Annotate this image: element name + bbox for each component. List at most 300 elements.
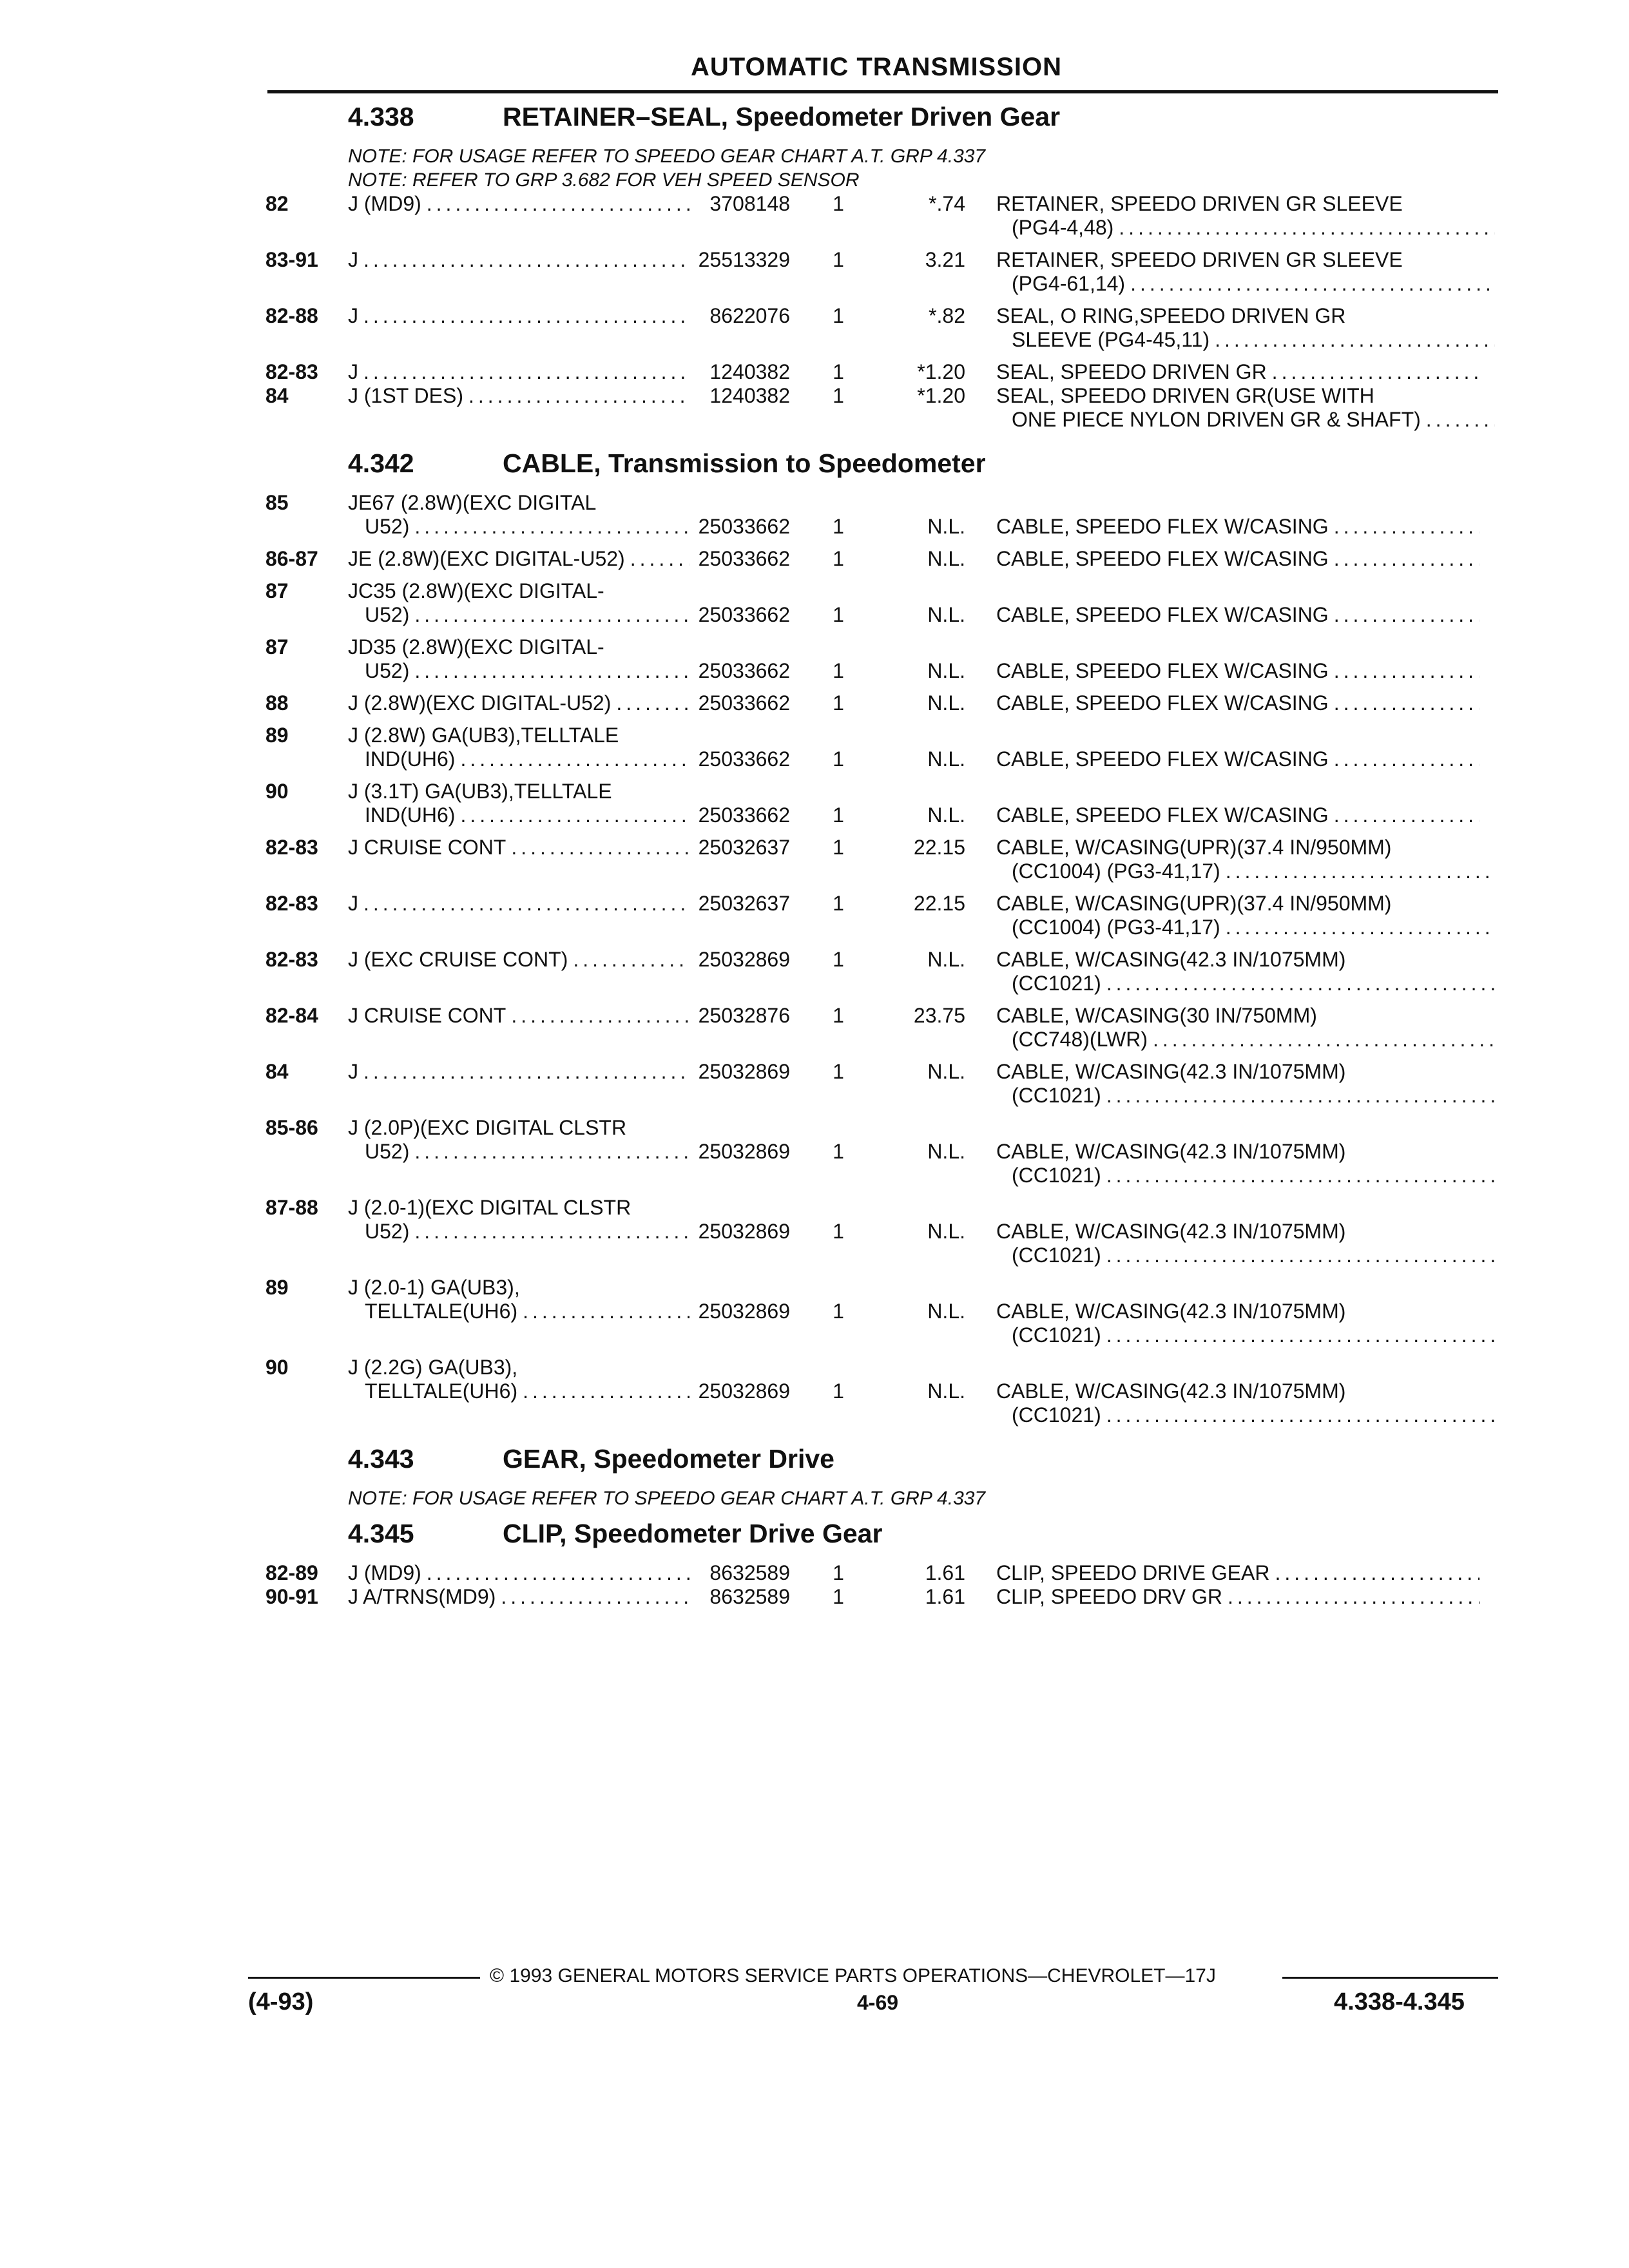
- part-number: [689, 1164, 790, 1187]
- model-year: 82-83: [265, 948, 318, 971]
- model-year: [265, 1403, 348, 1427]
- entry-line: [265, 360, 1503, 384]
- parts-entry: [265, 384, 1503, 432]
- entry-gap: [265, 571, 1503, 579]
- quantity: [790, 328, 862, 352]
- price: [862, 1276, 965, 1300]
- entry-gap: [265, 1347, 1503, 1356]
- application-cell: [348, 272, 689, 296]
- quantity: 1: [833, 1585, 844, 1608]
- part-number: 25032869: [698, 1379, 790, 1403]
- leader-dots: [1269, 1561, 1480, 1585]
- application-cell: [348, 1164, 689, 1187]
- price: [862, 1323, 965, 1347]
- description-cell: [965, 1004, 1480, 1028]
- price: 1.61: [925, 1561, 965, 1584]
- application-cell: [348, 1140, 689, 1164]
- entry-gap: [265, 771, 1503, 780]
- application-cell: [348, 1028, 689, 1052]
- quantity: [790, 1244, 862, 1267]
- description-cell: [965, 579, 1480, 603]
- application-text: J (2.0P)(EXC DIGITAL CLSTR: [348, 1116, 627, 1139]
- price: N.L.: [927, 515, 965, 538]
- entry-line: [265, 304, 1503, 328]
- description-cell: [965, 192, 1480, 216]
- parts-entry: [265, 1585, 1503, 1609]
- description-text: CABLE, SPEEDO FLEX W/CASING: [996, 515, 1329, 538]
- quantity: [790, 1356, 862, 1379]
- quantity: [790, 724, 862, 747]
- application-text: U52): [365, 1220, 410, 1243]
- entry-line: [265, 659, 1503, 683]
- model-year: [265, 1164, 348, 1187]
- section-title: CABLE, Transmission to Speedometer: [503, 448, 986, 478]
- application-cell: [348, 948, 689, 972]
- price: [862, 1116, 965, 1140]
- part-number: 25033662: [698, 603, 790, 626]
- application-text: U52): [365, 515, 410, 538]
- entry-line: [265, 780, 1503, 803]
- leader-dots: [409, 515, 689, 539]
- leader-dots: [1101, 1164, 1495, 1187]
- entry-line: [265, 635, 1503, 659]
- application-cell: [348, 328, 689, 352]
- footer-rule-left: [248, 1977, 480, 1979]
- section-title: GEAR, Speedometer Drive: [503, 1444, 834, 1474]
- application-text: J: [348, 304, 358, 327]
- quantity: [790, 1276, 862, 1300]
- entry-line: [265, 1244, 1503, 1267]
- part-number: 25032869: [698, 1220, 790, 1243]
- entry-line: [265, 1220, 1503, 1244]
- description-cell: [965, 272, 1495, 296]
- entry-line: [265, 724, 1503, 747]
- part-number: [689, 1116, 790, 1140]
- description-text: CABLE, SPEEDO FLEX W/CASING: [996, 803, 1329, 827]
- parts-entry: [265, 1561, 1503, 1585]
- description-text: CABLE, SPEEDO FLEX W/CASING: [996, 547, 1329, 570]
- part-number: [689, 1028, 790, 1052]
- quantity: [790, 491, 862, 515]
- model-year: 82-84: [265, 1004, 318, 1027]
- model-year: 83-91: [265, 248, 318, 271]
- entry-line: [265, 1300, 1503, 1323]
- part-number: 25033662: [698, 659, 790, 682]
- part-number: 25032869: [698, 948, 790, 971]
- entry-line: [265, 803, 1503, 827]
- model-year: 89: [265, 724, 289, 747]
- price: [862, 1028, 965, 1052]
- section-note: NOTE: FOR USAGE REFER TO SPEEDO GEAR CHART A.T. GRP 4.337: [348, 1488, 986, 1509]
- leader-dots: [1329, 659, 1480, 683]
- quantity: [790, 1403, 862, 1427]
- part-number: 25033662: [698, 691, 790, 715]
- model-year: 87: [265, 579, 289, 602]
- price: N.L.: [927, 1060, 965, 1083]
- application-cell: [348, 803, 689, 827]
- parts-entry: [265, 948, 1503, 995]
- model-year: 82-83: [265, 892, 318, 915]
- application-text: U52): [365, 659, 410, 682]
- part-number: 25033662: [698, 747, 790, 771]
- model-year: 88: [265, 691, 289, 715]
- price: 23.75: [913, 1004, 965, 1027]
- model-year: 82-83: [265, 360, 318, 383]
- model-year: [265, 860, 348, 883]
- part-number: 25033662: [698, 547, 790, 570]
- leader-dots: [1148, 1028, 1495, 1052]
- section-gap: [265, 1436, 1503, 1444]
- parts-entry: [265, 1004, 1503, 1052]
- entry-gap: [265, 1052, 1503, 1060]
- price: [862, 408, 965, 432]
- application-cell: [348, 1116, 689, 1140]
- part-number: [689, 1084, 790, 1108]
- quantity: 1: [833, 1379, 844, 1403]
- application-cell: [348, 547, 689, 571]
- application-text: J A/TRNS(MD9): [348, 1585, 496, 1608]
- description-text: RETAINER, SPEEDO DRIVEN GR SLEEVE: [996, 248, 1403, 271]
- quantity: 1: [833, 1140, 844, 1163]
- model-year: 82-89: [265, 1561, 318, 1584]
- application-cell: [348, 836, 689, 860]
- price: [862, 972, 965, 995]
- price: 1.61: [925, 1585, 965, 1608]
- leader-dots: [1267, 360, 1480, 384]
- quantity: 1: [833, 192, 844, 215]
- leader-dots: [1101, 972, 1495, 995]
- part-number: [689, 635, 790, 659]
- description-cell: [965, 1084, 1495, 1108]
- price: 22.15: [913, 892, 965, 915]
- description-text: CABLE, W/CASING(42.3 IN/1075MM): [996, 948, 1346, 971]
- entry-gap: [265, 432, 1503, 440]
- quantity: 1: [833, 1060, 844, 1083]
- leader-dots: [421, 1561, 689, 1585]
- description-cell: [965, 491, 1480, 515]
- footer-page-number: 4-69: [857, 1991, 899, 2014]
- part-number: [689, 1276, 790, 1300]
- application-cell: [348, 1561, 689, 1585]
- quantity: 1: [833, 547, 844, 570]
- model-year: [265, 1220, 348, 1244]
- description-cell: [965, 1116, 1480, 1140]
- application-cell: [348, 1379, 689, 1403]
- parts-entry: [265, 579, 1503, 627]
- description-text: CABLE, W/CASING(UPR)(37.4 IN/950MM): [996, 836, 1392, 859]
- application-cell: [348, 635, 689, 659]
- leader-dots: [1329, 603, 1480, 627]
- application-text: J (EXC CRUISE CONT): [348, 948, 568, 971]
- leader-dots: [358, 248, 689, 272]
- application-cell: [348, 1196, 689, 1220]
- model-year: 90: [265, 780, 289, 803]
- leader-dots: [1220, 860, 1495, 883]
- description-cell: [965, 747, 1480, 771]
- entry-line: [265, 1164, 1503, 1187]
- part-number: [689, 408, 790, 432]
- entry-line: [265, 1403, 1503, 1427]
- description-cell: [965, 515, 1480, 539]
- entry-line: [265, 1004, 1503, 1028]
- entry-line: [265, 579, 1503, 603]
- description-cell: [965, 1356, 1480, 1379]
- application-cell: [348, 491, 689, 515]
- quantity: 1: [833, 360, 844, 383]
- part-number: 1240382: [709, 384, 790, 407]
- description-text: CLIP, SPEEDO DRV GR: [996, 1585, 1222, 1608]
- description-text: (CC1004) (PG3-41,17): [1012, 916, 1220, 939]
- entry-line: [265, 216, 1503, 240]
- price: [862, 216, 965, 240]
- leader-dots: [1101, 1403, 1495, 1427]
- entry-gap: [265, 827, 1503, 836]
- description-text: (CC748)(LWR): [1012, 1028, 1148, 1051]
- application-cell: [348, 659, 689, 683]
- part-number: [689, 272, 790, 296]
- part-number: [689, 579, 790, 603]
- application-cell: [348, 248, 689, 272]
- leader-dots: [358, 1060, 689, 1084]
- application-cell: [348, 1060, 689, 1084]
- model-year: 90: [265, 1356, 289, 1379]
- application-cell: [348, 1084, 689, 1108]
- part-number: [689, 916, 790, 939]
- entry-line: [265, 1196, 1503, 1220]
- model-year: [265, 1028, 348, 1052]
- application-text: J: [348, 248, 358, 271]
- section-number: 4.343: [348, 1444, 414, 1474]
- parts-entry: [265, 1116, 1503, 1187]
- parts-entry: [265, 1196, 1503, 1267]
- entry-gap: [265, 1427, 1503, 1436]
- quantity: 1: [833, 892, 844, 915]
- price: [862, 1196, 965, 1220]
- entry-line: [265, 1084, 1503, 1108]
- entry-line: [265, 272, 1503, 296]
- part-number: [689, 1323, 790, 1347]
- leader-dots: [463, 384, 689, 408]
- entry-gap: [265, 296, 1503, 304]
- description-cell: [965, 547, 1480, 571]
- entry-line: [265, 1561, 1503, 1585]
- entry-line: [265, 248, 1503, 272]
- part-number: [689, 216, 790, 240]
- description-cell: [965, 1323, 1495, 1347]
- application-text: J (2.8W) GA(UB3),TELLTALE: [348, 724, 619, 747]
- application-text: JE67 (2.8W)(EXC DIGITAL: [348, 491, 597, 514]
- quantity: [790, 916, 862, 939]
- model-year: 85: [265, 491, 289, 514]
- header-rule: [267, 90, 1498, 93]
- description-text: CABLE, W/CASING(30 IN/750MM): [996, 1004, 1317, 1027]
- application-cell: [348, 747, 689, 771]
- model-year: 82: [265, 192, 289, 215]
- entry-gap: [265, 539, 1503, 547]
- quantity: [790, 780, 862, 803]
- price: [862, 328, 965, 352]
- description-text: CABLE, W/CASING(UPR)(37.4 IN/950MM): [996, 892, 1392, 915]
- leader-dots: [1101, 1244, 1495, 1267]
- section-gap: [265, 1609, 1503, 1617]
- entry-line: [265, 192, 1503, 216]
- description-text: CABLE, W/CASING(42.3 IN/1075MM): [996, 1379, 1346, 1403]
- application-text: JC35 (2.8W)(EXC DIGITAL-: [348, 579, 604, 602]
- entry-line: [265, 747, 1503, 771]
- parts-entry: [265, 724, 1503, 771]
- part-number: 25032869: [698, 1140, 790, 1163]
- entry-gap: [265, 240, 1503, 248]
- application-cell: [348, 515, 689, 539]
- application-text: J CRUISE CONT: [348, 1004, 506, 1027]
- entry-line: [265, 1323, 1503, 1347]
- leader-dots: [358, 304, 689, 328]
- description-cell: [965, 1196, 1480, 1220]
- model-year: [265, 972, 348, 995]
- leader-dots: [1329, 515, 1480, 539]
- parts-entry: [265, 1276, 1503, 1347]
- entry-line: [265, 1028, 1503, 1052]
- parts-entry: [265, 691, 1503, 715]
- application-cell: [348, 579, 689, 603]
- footer-copyright: © 1993 GENERAL MOTORS SERVICE PARTS OPERATIONS—CHEVROLET—17J: [490, 1965, 1216, 1986]
- part-number: 1240382: [709, 360, 790, 383]
- section-heading: [265, 1519, 1503, 1561]
- entry-gap: [265, 939, 1503, 948]
- application-text: J (2.0-1)(EXC DIGITAL CLSTR: [348, 1196, 631, 1219]
- parts-entry: [265, 1060, 1503, 1108]
- price: [862, 1164, 965, 1187]
- leader-dots: [506, 1004, 689, 1028]
- model-year: [265, 1300, 348, 1323]
- quantity: 1: [833, 1004, 844, 1027]
- application-cell: [348, 1323, 689, 1347]
- quantity: 1: [833, 836, 844, 859]
- model-year: 84: [265, 384, 289, 407]
- entry-line: [265, 892, 1503, 916]
- entry-line: [265, 547, 1503, 571]
- price: N.L.: [927, 659, 965, 682]
- price: 3.21: [925, 248, 965, 271]
- quantity: [790, 408, 862, 432]
- part-number: 25032869: [698, 1300, 790, 1323]
- application-cell: [348, 216, 689, 240]
- description-text: CABLE, W/CASING(42.3 IN/1075MM): [996, 1060, 1346, 1083]
- description-cell: [965, 635, 1480, 659]
- model-year: [265, 659, 348, 683]
- model-year: [265, 216, 348, 240]
- application-cell: [348, 603, 689, 627]
- part-number: [689, 491, 790, 515]
- model-year: [265, 603, 348, 627]
- parts-entry: [265, 192, 1503, 240]
- part-number: [689, 1244, 790, 1267]
- leader-dots: [455, 803, 689, 827]
- description-cell: [965, 304, 1480, 328]
- description-cell: [965, 1276, 1480, 1300]
- description-text: CABLE, SPEEDO FLEX W/CASING: [996, 747, 1329, 771]
- part-number: [689, 1356, 790, 1379]
- description-cell: [965, 1140, 1480, 1164]
- description-cell: [965, 836, 1480, 860]
- entry-line: [265, 1276, 1503, 1300]
- leader-dots: [358, 360, 689, 384]
- application-cell: [348, 724, 689, 747]
- description-cell: [965, 803, 1480, 827]
- price: [862, 1403, 965, 1427]
- price: [862, 1356, 965, 1379]
- quantity: [790, 1116, 862, 1140]
- application-text: J (3.1T) GA(UB3),TELLTALE: [348, 780, 612, 803]
- application-cell: [348, 1004, 689, 1028]
- application-text: J (2.8W)(EXC DIGITAL-U52): [348, 691, 612, 715]
- model-year: 89: [265, 1276, 289, 1299]
- description-cell: [965, 860, 1495, 883]
- application-cell: [348, 1220, 689, 1244]
- part-number: 25033662: [698, 803, 790, 827]
- description-text: (PG4-4,48): [1012, 216, 1114, 239]
- entry-line: [265, 328, 1503, 352]
- part-number: [689, 1196, 790, 1220]
- section-title: CLIP, Speedometer Drive Gear: [503, 1519, 883, 1548]
- section-gap: [265, 440, 1503, 448]
- price: 22.15: [913, 836, 965, 859]
- quantity: [790, 1196, 862, 1220]
- description-cell: [965, 948, 1480, 972]
- quantity: 1: [833, 304, 844, 327]
- leader-dots: [1210, 328, 1495, 352]
- description-cell: [965, 1561, 1480, 1585]
- entry-gap: [265, 1187, 1503, 1196]
- price: N.L.: [927, 1140, 965, 1163]
- parts-entry: [265, 892, 1503, 939]
- quantity: 1: [833, 659, 844, 682]
- description-text: (CC1021): [1012, 1403, 1101, 1427]
- entry-line: [265, 1356, 1503, 1379]
- quantity: [790, 1084, 862, 1108]
- description-text: RETAINER, SPEEDO DRIVEN GR SLEEVE: [996, 192, 1403, 215]
- entry-line: [265, 515, 1503, 539]
- description-cell: [965, 1164, 1495, 1187]
- description-cell: [965, 248, 1480, 272]
- leader-dots: [1101, 1084, 1495, 1108]
- description-cell: [965, 1379, 1480, 1403]
- leader-dots: [358, 892, 689, 916]
- part-number: 8632589: [709, 1561, 790, 1584]
- description-cell: [965, 724, 1480, 747]
- model-year: 82-88: [265, 304, 318, 327]
- price: *.74: [929, 192, 965, 215]
- model-year: [265, 1084, 348, 1108]
- description-text: (CC1004) (PG3-41,17): [1012, 860, 1220, 883]
- section-number: 4.345: [348, 1519, 414, 1548]
- quantity: 1: [833, 948, 844, 971]
- application-cell: [348, 408, 689, 432]
- price: *1.20: [917, 384, 965, 407]
- description-cell: [965, 916, 1495, 939]
- parts-entry: [265, 836, 1503, 883]
- application-cell: [348, 972, 689, 995]
- description-cell: [965, 780, 1480, 803]
- page-header-title: AUTOMATIC TRANSMISSION: [690, 53, 1063, 81]
- part-number: 25032637: [698, 836, 790, 859]
- application-cell: [348, 304, 689, 328]
- application-text: U52): [365, 603, 410, 626]
- part-number: [689, 1403, 790, 1427]
- quantity: 1: [833, 384, 844, 407]
- price: [862, 780, 965, 803]
- application-cell: [348, 860, 689, 883]
